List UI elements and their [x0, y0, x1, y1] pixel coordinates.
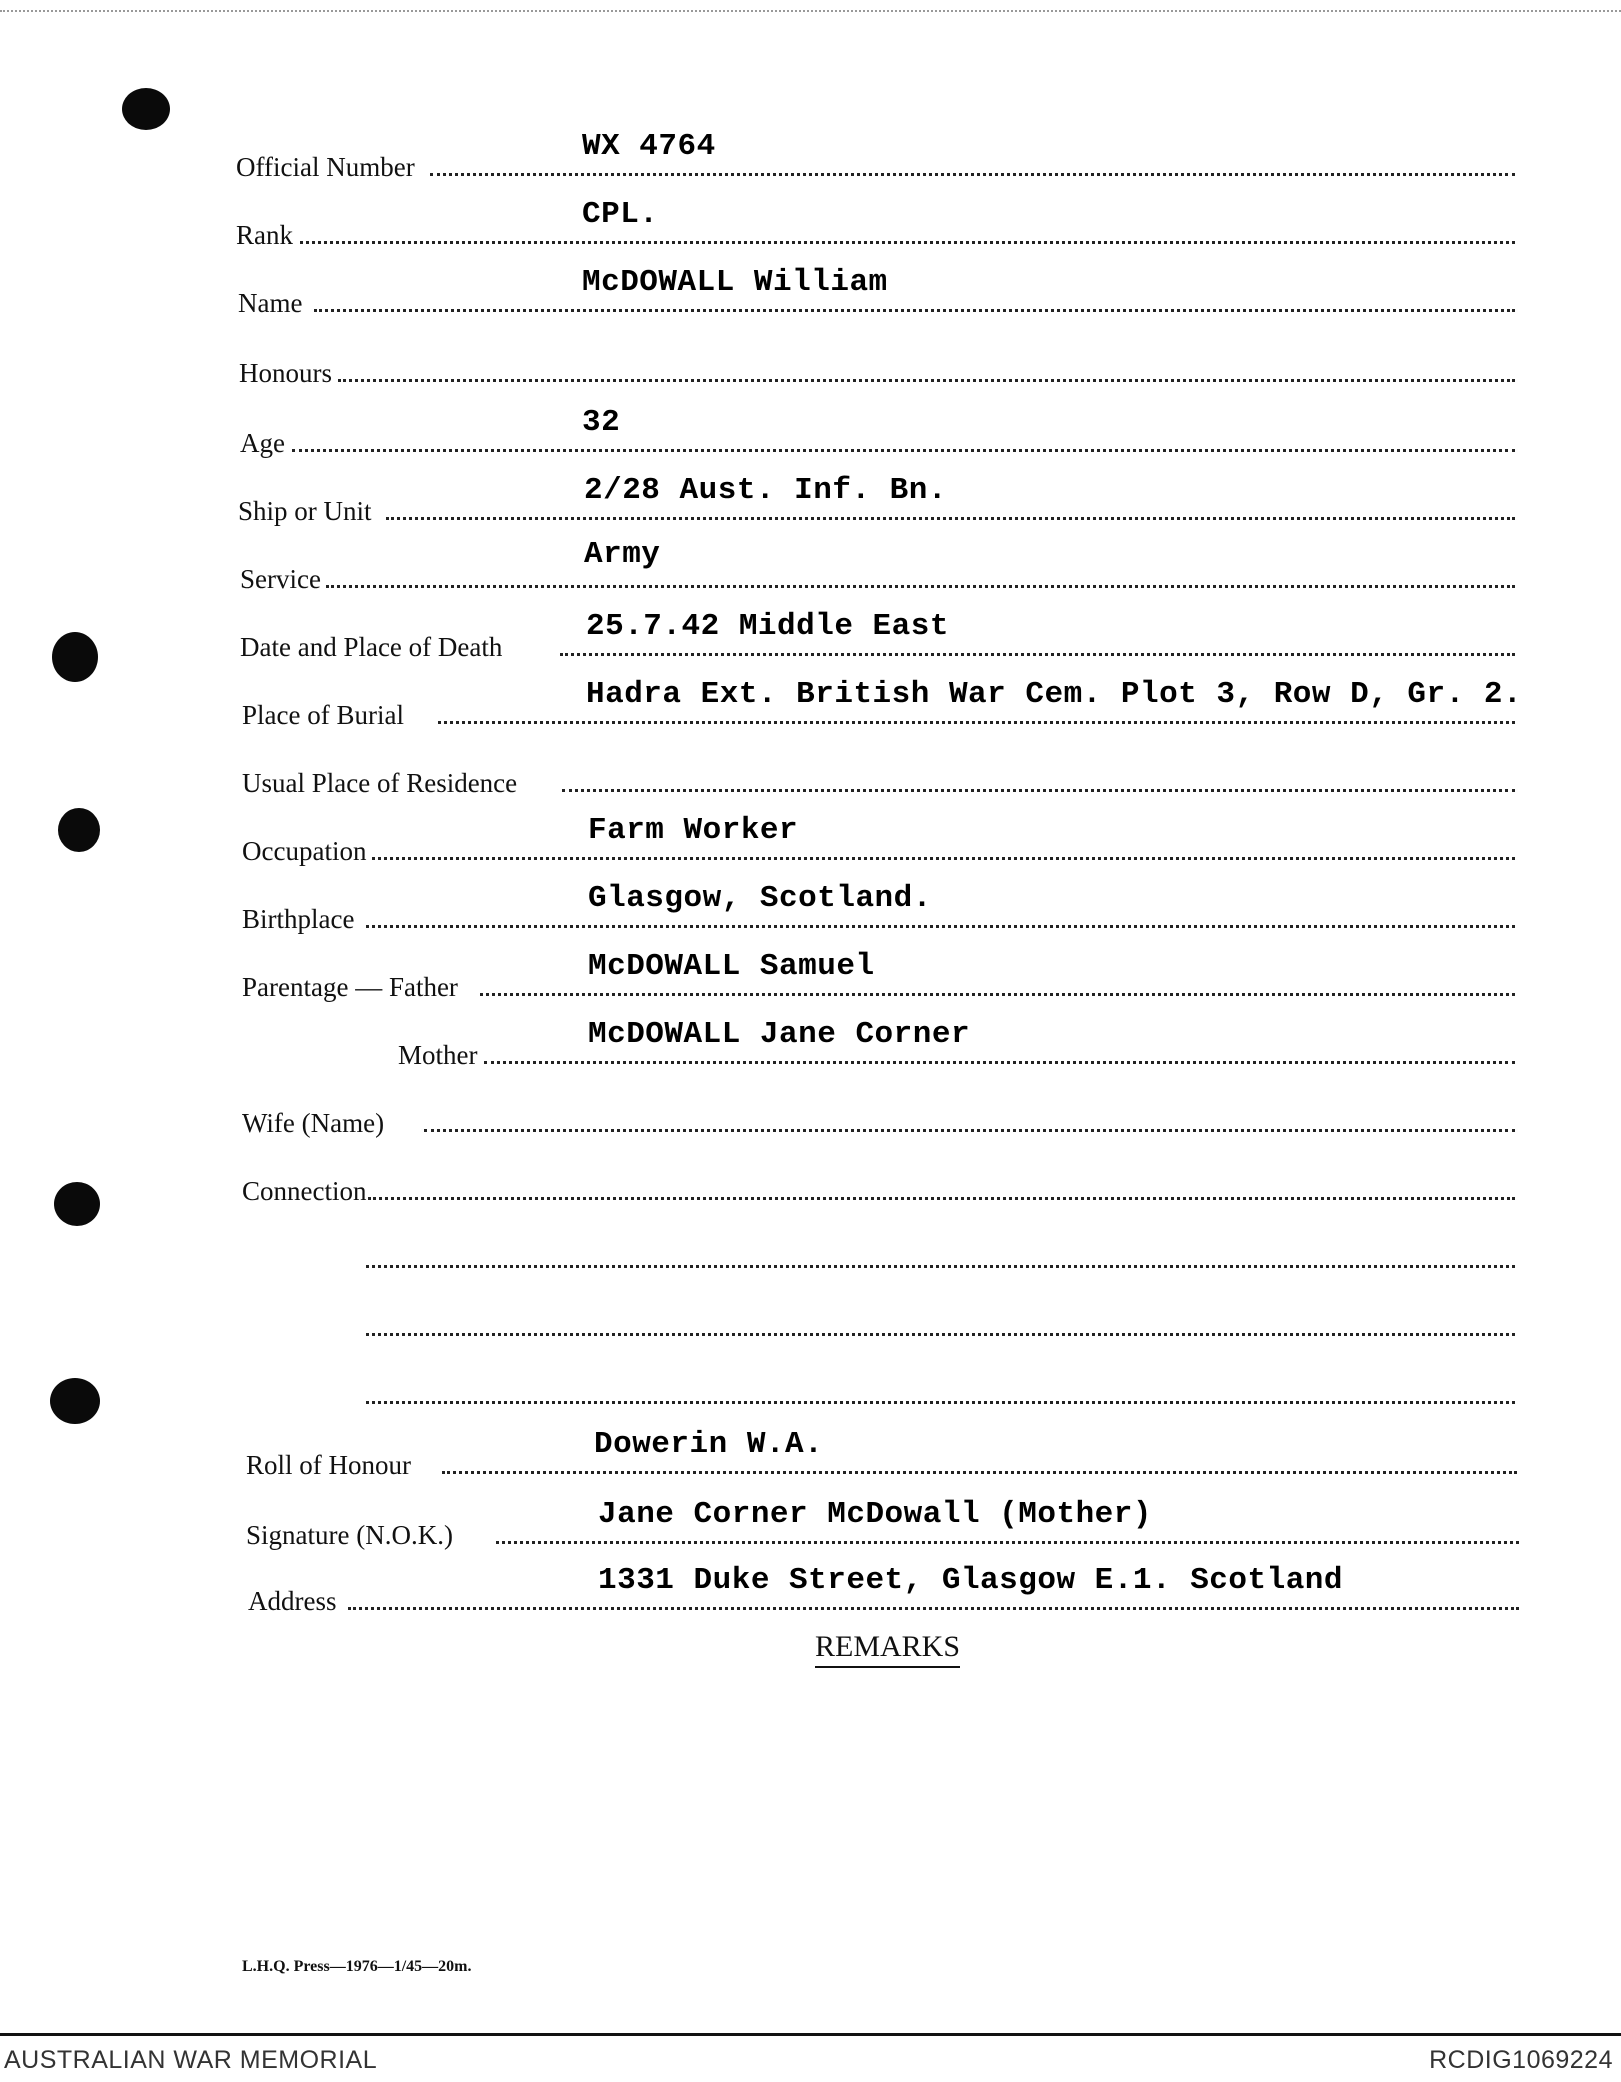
field-label: Age — [240, 428, 285, 458]
dotted-line — [366, 925, 1515, 928]
field-wife — [0, 1078, 1621, 1138]
dotted-line — [300, 241, 1515, 244]
blank-line — [0, 1214, 1621, 1274]
dotted-line — [338, 379, 1515, 382]
field-name — [0, 258, 1621, 318]
dotted-line — [430, 173, 1515, 176]
dotted-line — [368, 1197, 1515, 1200]
field-value: Farm Worker — [588, 813, 799, 848]
field-label: Birthplace — [242, 904, 355, 934]
page-top-edge — [0, 0, 1621, 12]
dotted-line — [438, 721, 1515, 724]
dotted-line — [366, 1265, 1515, 1268]
field-birthplace — [0, 874, 1621, 934]
field-official-number — [0, 122, 1621, 182]
dotted-line — [366, 1401, 1515, 1404]
field-ship-or-unit — [0, 466, 1621, 526]
footer-divider — [0, 2033, 1621, 2036]
dotted-line — [348, 1607, 1519, 1610]
field-value: 32 — [582, 405, 621, 440]
press-mark: L.H.Q. Press—1976—1/45—20m. — [242, 1958, 472, 1975]
field-label: Ship or Unit — [238, 496, 372, 526]
remarks-heading: REMARKS — [815, 1630, 960, 1668]
dotted-line — [292, 449, 1515, 452]
field-label: Parentage — Father — [242, 972, 458, 1002]
field-mother — [0, 1010, 1621, 1070]
field-roll-of-honour — [0, 1420, 1621, 1480]
field-value: Dowerin W.A. — [594, 1427, 824, 1462]
field-value: McDOWALL Samuel — [588, 949, 875, 984]
footer-id: RCDIG1069224 — [1429, 2046, 1613, 2074]
dotted-line — [496, 1541, 1519, 1544]
field-value: Army — [584, 537, 661, 572]
field-value: Hadra Ext. British War Cem. Plot 3, Row D, Gr. 2. — [586, 677, 1523, 712]
field-honours — [0, 328, 1621, 388]
field-label: Honours — [239, 358, 332, 388]
dotted-line — [424, 1129, 1515, 1132]
field-value: 25.7.42 Middle East — [586, 609, 949, 644]
field-label: Rank — [236, 220, 293, 250]
field-value: 2/28 Aust. Inf. Bn. — [584, 473, 947, 508]
dotted-line — [442, 1471, 1517, 1474]
field-label: Address — [248, 1586, 337, 1616]
field-signature — [0, 1490, 1621, 1550]
field-label: Name — [238, 288, 303, 318]
field-age — [0, 398, 1621, 458]
field-value: Jane Corner McDowall (Mother) — [598, 1497, 1152, 1532]
dotted-line — [326, 585, 1515, 588]
field-label: Usual Place of Residence — [242, 768, 518, 798]
field-label: Occupation — [242, 836, 367, 866]
dotted-line — [314, 309, 1515, 312]
field-label: Place of Burial — [242, 700, 404, 730]
dotted-line — [560, 653, 1515, 656]
field-label: Mother — [398, 1040, 478, 1070]
field-label: Service — [240, 564, 321, 594]
field-value: McDOWALL William — [582, 265, 888, 300]
field-father — [0, 942, 1621, 1002]
field-date-place-death — [0, 602, 1621, 662]
field-connection — [0, 1146, 1621, 1206]
field-label: Connection — [242, 1176, 367, 1206]
field-value: Glasgow, Scotland. — [588, 881, 932, 916]
field-usual-residence — [0, 738, 1621, 798]
field-rank — [0, 190, 1621, 250]
dotted-line — [372, 857, 1515, 860]
blank-line — [0, 1350, 1621, 1410]
dotted-line — [484, 1061, 1515, 1064]
field-label: Official Number — [236, 152, 415, 182]
field-address — [0, 1556, 1621, 1616]
field-label: Wife (Name) — [242, 1108, 385, 1138]
dotted-line — [480, 993, 1515, 996]
field-service — [0, 534, 1621, 594]
dotted-line — [562, 789, 1515, 792]
footer-source: AUSTRALIAN WAR MEMORIAL — [4, 2046, 378, 2074]
field-value: McDOWALL Jane Corner — [588, 1017, 971, 1052]
field-occupation — [0, 806, 1621, 866]
field-label: Roll of Honour — [246, 1450, 411, 1480]
dotted-line — [386, 517, 1515, 520]
field-value: WX 4764 — [582, 129, 716, 164]
field-value: 1331 Duke Street, Glasgow E.1. Scotland — [598, 1563, 1344, 1598]
field-value: CPL. — [582, 197, 659, 232]
field-label: Signature (N.O.K.) — [246, 1520, 453, 1550]
field-label: Date and Place of Death — [240, 632, 503, 662]
field-place-of-burial — [0, 670, 1621, 730]
blank-line — [0, 1282, 1621, 1342]
dotted-line — [366, 1333, 1515, 1336]
